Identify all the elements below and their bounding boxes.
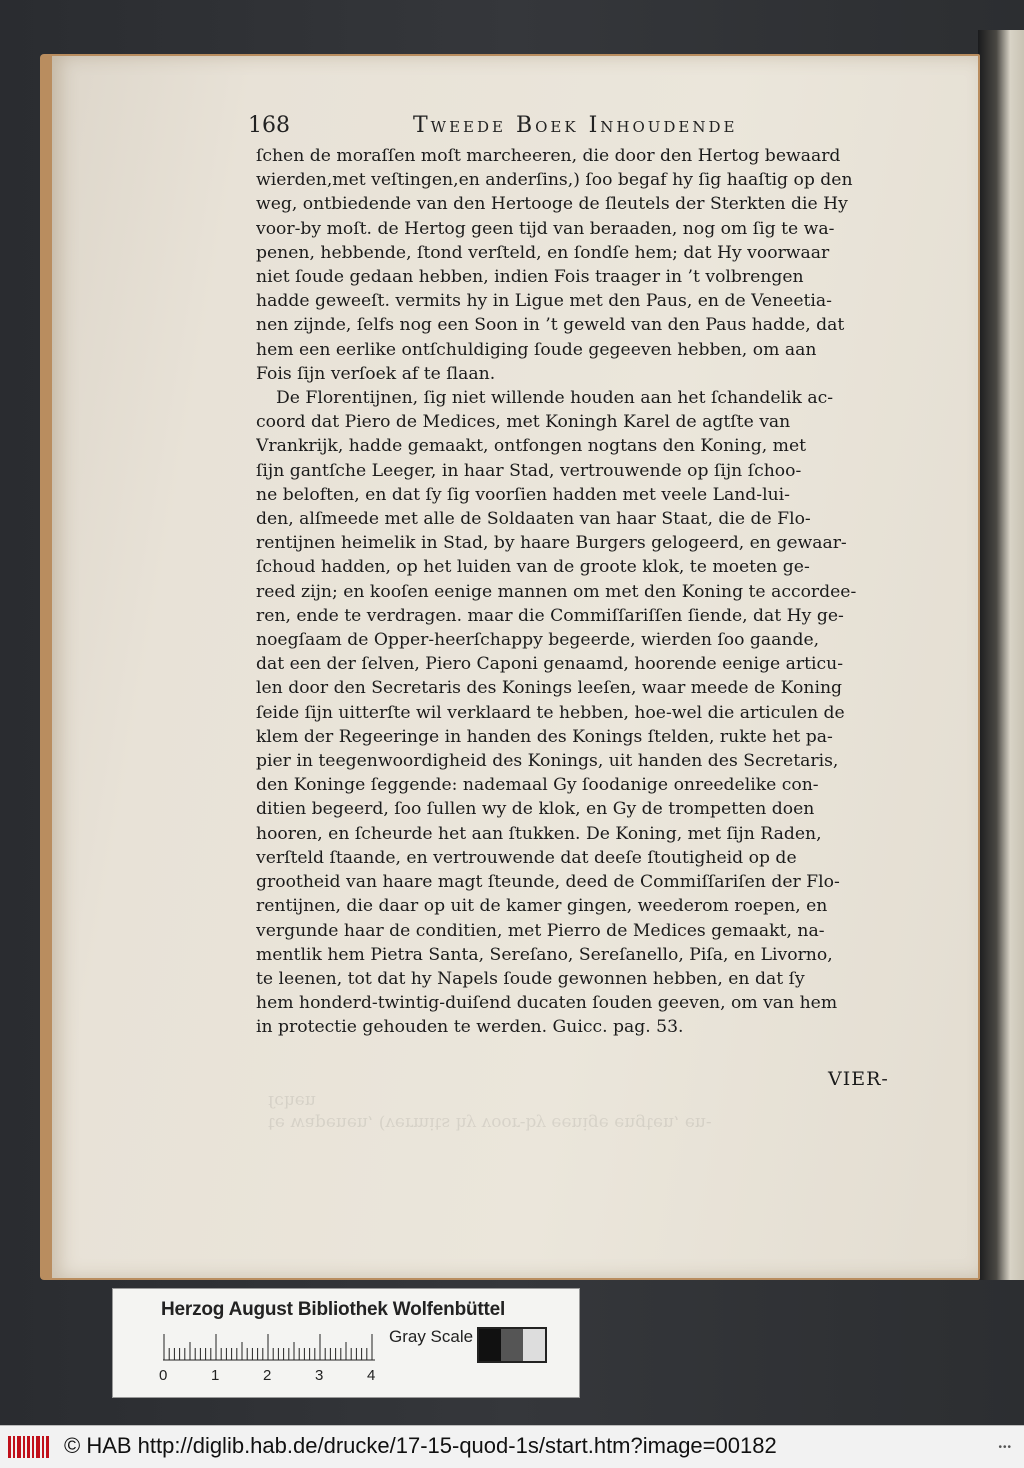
text-line: ditien begeerd, ſoo ſullen wy de klok, en Gy de trompetten doen <box>256 799 815 820</box>
page-header <box>248 113 918 143</box>
library-title: Herzog August Bibliothek Wolfenbüttel <box>161 1299 506 1320</box>
text-line: ſijn gantſche Leeger, in haar Stad, vertrouwende op ſijn ſchoo- <box>256 460 802 481</box>
text-line: mentlik hem Pietra Santa, Sereſano, Sereſanello, Piſa, en Livorno, <box>256 944 833 965</box>
swatch-dark-gray <box>501 1329 523 1361</box>
ruler-number: 2 <box>263 1367 272 1384</box>
text-line: rentijnen heimelik in Stad, by haare Burgers gelogeerd, en gewaar- <box>256 533 847 554</box>
gray-scale-label: Gray Scale <box>389 1327 474 1346</box>
text-line: klem der Regeeringe in handen des Konings ſtelden, rukte het pa- <box>256 726 833 747</box>
ruler-numbers <box>159 1367 389 1385</box>
text-line: in protectie gehouden te werden. Guicc. pag. 53. <box>256 1017 684 1038</box>
text-line: weg, ontbiedende van den Hertooge de ſleutels der Sterkten die Hy <box>256 194 848 215</box>
ruler-scale <box>163 1333 375 1361</box>
page-body <box>256 144 908 1040</box>
text-line: hadde geweeſt. vermits hy in Ligue met den Paus, en de Veneetia- <box>256 291 832 312</box>
text-line: hem een eerlike ontſchuldiging ſoude gegeeven hebben, om aan <box>256 339 817 360</box>
text-line: Vrankrijk, hadde gemaakt, ontfongen nogtans den Koning, met <box>256 436 807 457</box>
text-line: dat een der ſelven, Piero Caponi genaamd, hoorende eenige articu- <box>256 654 844 675</box>
text-line: coord dat Piero de Medices, met Koningh Karel de agtſte van <box>256 412 791 433</box>
ruler-number: 4 <box>367 1367 376 1384</box>
text-line: vergunde haar de conditien, met Pierro de Medices gemaakt, na- <box>256 920 825 941</box>
text-line: rentijnen, die daar op uit de kamer gingen, weederom roepen, en <box>256 896 828 917</box>
paragraph-2 <box>256 386 908 1039</box>
swatch-black <box>479 1329 501 1361</box>
paragraph-1 <box>256 144 908 386</box>
ruler-number: 1 <box>211 1367 220 1384</box>
page-number: 168 <box>248 113 290 138</box>
facing-page-edge <box>978 30 1024 1280</box>
text-line: wierden,met veſtingen,en anderſins,) ſoo begaf hy ſig haaſtig op den <box>256 170 853 191</box>
text-line: ſchoud hadden, op het luiden van de groote klok, te moeten ge- <box>256 557 810 578</box>
text-line: verſteld ſtaande, en vertrouwende dat deeſe ſtoutigheid op de <box>256 847 797 868</box>
text-line: noegſaam de Opper-heerſchappy begeerde, wierden ſoo gaande, <box>256 630 820 651</box>
gray-scale-swatches <box>477 1327 547 1363</box>
footer-copyright-url[interactable]: © HAB http://diglib.hab.de/drucke/17-15-quod-1s/start.htm?image=00182 <box>64 1433 777 1458</box>
text-line: penen, hebbende, ſtond verſteld, en ſondſe hem; dat Hy voorwaar <box>256 242 830 263</box>
more-options-icon[interactable]: ••• <box>998 1442 1012 1453</box>
running-head: Tweede Boek Inhoudende <box>413 113 738 138</box>
text-line: ne beloften, en dat ſy ſig voorſien hadden met veele Land-lui- <box>256 484 790 505</box>
text-line: len door den Secretaris des Konings leeſen, waar meede de Koning <box>256 678 843 699</box>
text-line: niet ſoude gedaan hebben, indien Fois traager in ’t volbrengen <box>256 267 804 288</box>
text-line: ſchen de moraſſen moſt marcheeren, die door den Hertog bewaard <box>256 146 841 166</box>
ruler-number: 0 <box>159 1367 168 1384</box>
text-line: te leenen, tot dat hy Napels ſoude gewonnen hebben, en dat ſy <box>256 968 805 989</box>
text-line: ren, ende te verdragen. maar die Commiſſariſſen ſiende, dat Hy ge- <box>256 605 844 626</box>
text-line: pier in teegenwoordigheid des Konings, uit handen des Secretaris, <box>256 751 839 772</box>
barcode-logo-icon <box>8 1434 50 1460</box>
swatch-light-gray <box>523 1329 545 1361</box>
text-line: hem honderd-twintig-duiſend ducaten ſouden geeven, om van hem <box>256 993 838 1014</box>
text-line: nen zijnde, ſelfs nog een Soon in ’t geweld van den Paus hadde, dat <box>256 315 845 336</box>
text-line: den Koninge ſeggende: nademaal Gy ſoodanige onreedelike con- <box>256 775 819 796</box>
text-line: grootheid van haare magt ſteunde, deed de Commiſſariſen der Flo- <box>256 872 840 893</box>
text-line: hooren, en ſcheurde het aan ſtukken. De Koning, met ſijn Raden, <box>256 823 822 844</box>
text-line: Fois ſijn verſoek af te ſlaan. <box>256 363 496 384</box>
ruler-number: 3 <box>315 1367 324 1384</box>
text-line: ſeide ſijn uitterſte wil verklaard te hebben, hoe-wel die articulen de <box>256 702 845 723</box>
text-line: voor-by moſt. de Hertog geen tijd van beraaden, nog om ſig te wa- <box>256 218 835 239</box>
catchword: VIER- <box>828 1068 889 1090</box>
text-line: den, alſmeede met alle de Soldaaten van haar Staat, die de Flo- <box>256 509 811 530</box>
text-line: De Florentijnen, ſig niet willende houden aan het ſchandelik ac- <box>276 388 834 409</box>
library-color-label <box>112 1288 580 1398</box>
text-line: reed zijn; en kooſen eenige mannen om met den Koning te accordee- <box>256 581 857 602</box>
footer-bar <box>0 1425 1024 1468</box>
